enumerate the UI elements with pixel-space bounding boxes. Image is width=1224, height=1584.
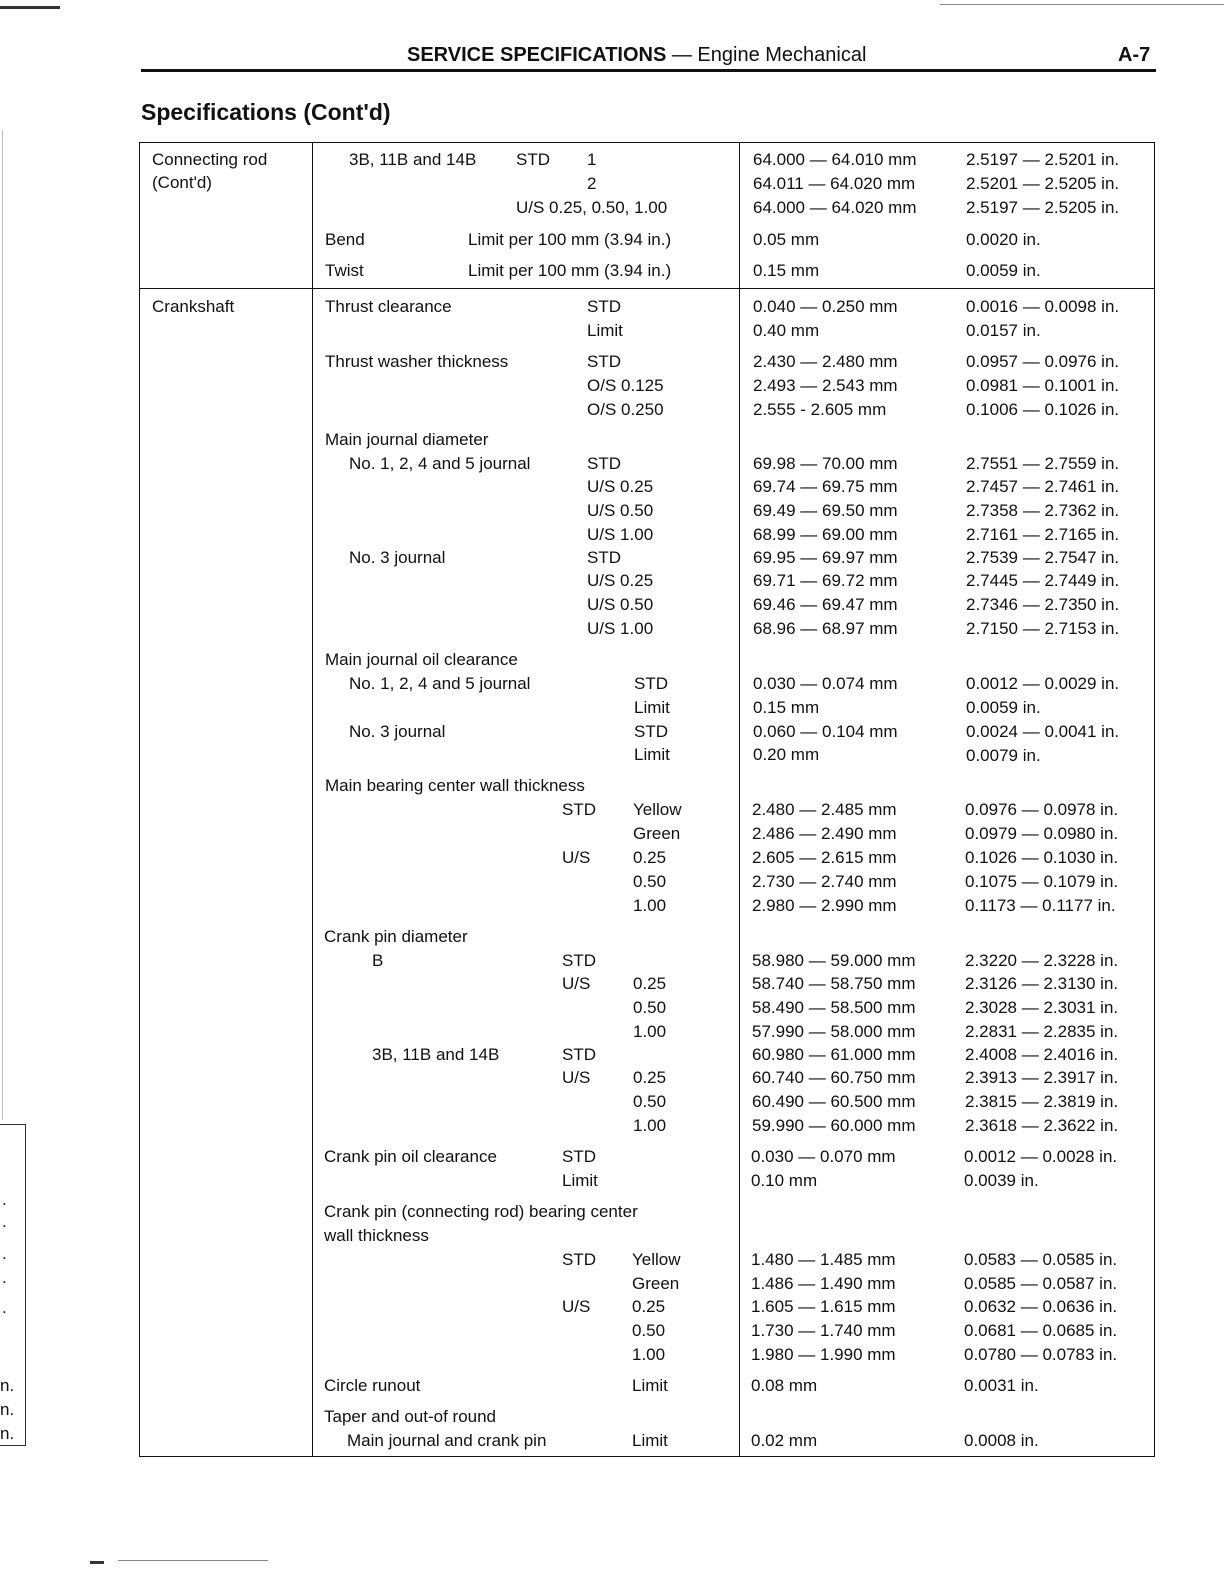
- condition-std: STD: [562, 1250, 596, 1269]
- value-in: 0.0079 in.: [966, 746, 1041, 765]
- value-in: 2.3028 — 2.3031 in.: [965, 998, 1119, 1017]
- condition-us: U/S: [562, 848, 591, 867]
- condition: 0.50: [632, 1321, 666, 1340]
- value-mm: 2.605 — 2.615 mm: [752, 848, 897, 867]
- condition: U/S 0.50: [587, 595, 654, 614]
- value-mm: 0.15 mm: [753, 698, 820, 717]
- condition: Yellow: [633, 800, 682, 819]
- value-in: 2.7539 — 2.7547 in.: [966, 548, 1120, 567]
- value-in: 2.3913 — 2.3917 in.: [965, 1068, 1119, 1087]
- value-in: 0.0008 in.: [964, 1431, 1039, 1450]
- table-row-divider: [139, 288, 1155, 289]
- value-mm: 0.02 mm: [751, 1431, 818, 1450]
- condition: 0.25: [633, 1068, 667, 1087]
- value-in: 0.0157 in.: [966, 321, 1041, 340]
- value-in: 2.5197 — 2.5201 in.: [966, 150, 1120, 169]
- value-in: 0.0632 — 0.0636 in.: [964, 1297, 1118, 1316]
- value-mm: 69.49 — 69.50 mm: [753, 501, 898, 520]
- value-in: 0.0059 in.: [966, 261, 1041, 280]
- condition: O/S 0.250: [587, 400, 664, 419]
- value-mm: 1.980 — 1.990 mm: [751, 1345, 896, 1364]
- condition: 0.25: [632, 1297, 666, 1316]
- condition-std: STD: [562, 800, 596, 819]
- value-mm: 64.000 — 64.010 mm: [753, 150, 917, 169]
- sub-label: Main journal and crank pin: [347, 1431, 547, 1450]
- value-in: 2.7358 — 2.7362 in.: [966, 501, 1120, 520]
- value-in: 0.0016 — 0.0098 in.: [966, 297, 1120, 316]
- value-in: 0.1075 — 0.1079 in.: [965, 872, 1119, 891]
- value-in: 0.0957 — 0.0976 in.: [966, 352, 1120, 371]
- value-mm: 2.980 — 2.990 mm: [752, 896, 897, 915]
- value-in: 0.1006 — 0.1026 in.: [966, 400, 1120, 419]
- value-mm: 58.490 — 58.500 mm: [752, 998, 916, 1017]
- value-mm: 69.46 — 69.47 mm: [753, 595, 898, 614]
- running-header: [407, 44, 866, 67]
- condition: O/S 0.125: [587, 376, 664, 395]
- condition: STD: [587, 548, 621, 567]
- value-in: 0.0024 — 0.0041 in.: [966, 722, 1120, 741]
- value-mm: 64.011 — 64.020 mm: [753, 174, 916, 193]
- value-in: 0.0981 — 0.1001 in.: [966, 376, 1120, 395]
- value-mm: 69.74 — 69.75 mm: [753, 477, 898, 496]
- value-in: 0.0583 — 0.0585 in.: [964, 1250, 1118, 1269]
- margin-glyph: n.: [0, 1376, 15, 1395]
- top-right-edge-line: [940, 4, 1224, 5]
- margin-glyph: .: [2, 1190, 7, 1209]
- condition: 0.50: [633, 872, 667, 891]
- value-in: 2.5201 — 2.5205 in.: [966, 174, 1120, 193]
- left-margin-bracket-top: [0, 1124, 26, 1125]
- value-in: 0.0012 — 0.0028 in.: [964, 1147, 1118, 1166]
- value-mm: 60.740 — 60.750 mm: [752, 1068, 916, 1087]
- condition: Limit: [634, 745, 670, 764]
- value-mm: 2.480 — 2.485 mm: [752, 800, 897, 819]
- value-mm: 2.555 - 2.605 mm: [753, 400, 887, 419]
- condition-us: U/S: [562, 1068, 591, 1087]
- value-in: 0.0976 — 0.0978 in.: [965, 800, 1119, 819]
- spec-label: Taper and out-of round: [324, 1407, 497, 1426]
- value-mm: 0.08 mm: [751, 1376, 818, 1395]
- condition: 1.00: [633, 896, 667, 915]
- page-title: Specifications (Cont'd): [141, 99, 391, 125]
- left-margin-bracket-side: [25, 1124, 26, 1446]
- condition: U/S 0.50: [587, 501, 654, 520]
- value-in: 0.1026 — 0.1030 in.: [965, 848, 1119, 867]
- sub-label: No. 3 journal: [349, 548, 446, 567]
- value-in: 2.3220 — 2.3228 in.: [965, 951, 1119, 970]
- table-col-divider-1: [312, 142, 313, 1457]
- engine-models: 3B, 11B and 14B: [349, 150, 477, 169]
- sub-label: No. 1, 2, 4 and 5 journal: [349, 454, 531, 473]
- group-title: (Cont'd): [152, 173, 212, 192]
- value-in: 2.7551 — 2.7559 in.: [966, 454, 1120, 473]
- condition: STD: [587, 454, 621, 473]
- spec-label: wall thickness: [324, 1226, 429, 1245]
- condition: U/S 0.25: [587, 477, 654, 496]
- condition: STD: [562, 1147, 596, 1166]
- value-in: 2.2831 — 2.2835 in.: [965, 1022, 1119, 1041]
- value-mm: 68.99 — 69.00 mm: [753, 525, 898, 544]
- margin-glyph: .: [2, 1212, 7, 1231]
- condition: U/S 1.00: [587, 525, 654, 544]
- condition: STD: [587, 297, 621, 316]
- value-in: 2.3815 — 2.3819 in.: [965, 1092, 1119, 1111]
- condition: Limit: [562, 1171, 598, 1190]
- value-mm: 1.730 — 1.740 mm: [751, 1321, 896, 1340]
- value-mm: 0.030 — 0.070 mm: [751, 1147, 896, 1166]
- condition-us: U/S: [562, 1297, 591, 1316]
- sub-label: 3B, 11B and 14B: [372, 1045, 500, 1064]
- value-mm: 57.990 — 58.000 mm: [752, 1022, 916, 1041]
- value-in: 2.7150 — 2.7153 in.: [966, 619, 1120, 638]
- condition: U/S 0.25: [587, 571, 654, 590]
- grade-label: 1: [587, 150, 597, 169]
- margin-glyph: .: [2, 1268, 7, 1287]
- value-mm: 0.060 — 0.104 mm: [753, 722, 898, 741]
- value-mm: 0.10 mm: [751, 1171, 818, 1190]
- value-mm: 60.980 — 61.000 mm: [752, 1045, 916, 1064]
- left-margin-line: [2, 130, 3, 1120]
- value-mm: 0.40 mm: [753, 321, 820, 340]
- group-title: Crankshaft: [152, 297, 235, 316]
- bottom-rule: [118, 1560, 268, 1561]
- value-mm: 2.730 — 2.740 mm: [752, 872, 897, 891]
- spec-label: Main journal oil clearance: [325, 650, 518, 669]
- spec-label: Bend: [325, 230, 365, 249]
- value-mm: 2.486 — 2.490 mm: [752, 824, 897, 843]
- value-in: 2.4008 — 2.4016 in.: [965, 1045, 1119, 1064]
- grade-label: 2: [587, 174, 597, 193]
- condition: Limit: [634, 698, 670, 717]
- value-mm: 0.15 mm: [753, 261, 820, 280]
- condition: 0.50: [633, 1092, 667, 1111]
- value-in: 2.3618 — 2.3622 in.: [965, 1116, 1119, 1135]
- condition: 0.50: [633, 998, 667, 1017]
- value-in: 0.0979 — 0.0980 in.: [965, 824, 1119, 843]
- value-in: 2.7457 — 2.7461 in.: [966, 477, 1120, 496]
- value-in: 2.7445 — 2.7449 in.: [966, 571, 1120, 590]
- condition-std: STD: [562, 1045, 596, 1064]
- condition: 1.00: [633, 1022, 667, 1041]
- value-mm: 2.430 — 2.480 mm: [753, 352, 898, 371]
- condition: Limit: [587, 321, 623, 340]
- condition: Green: [633, 824, 681, 843]
- group-title: Connecting rod: [152, 150, 268, 169]
- undersize-label: U/S 0.25, 0.50, 1.00: [516, 198, 668, 217]
- condition: 0.25: [633, 848, 667, 867]
- value-mm: 0.20 mm: [753, 745, 820, 764]
- value-mm: 58.980 — 59.000 mm: [752, 951, 916, 970]
- value-mm: 58.740 — 58.750 mm: [752, 974, 916, 993]
- spec-label: Thrust clearance: [325, 297, 452, 316]
- sub-label: B: [372, 951, 384, 970]
- value-in: 0.0020 in.: [966, 230, 1041, 249]
- value-mm: 1.605 — 1.615 mm: [751, 1297, 896, 1316]
- page-number: A-7: [1118, 44, 1151, 66]
- header-rule: [141, 69, 1156, 72]
- left-margin-bracket-bottom: [0, 1445, 26, 1446]
- condition: Limit per 100 mm (3.94 in.): [468, 261, 672, 280]
- value-in: 0.0012 — 0.0029 in.: [966, 674, 1120, 693]
- condition: 0.25: [633, 974, 667, 993]
- margin-glyph: .: [2, 1298, 7, 1317]
- sub-label: No. 1, 2, 4 and 5 journal: [349, 674, 531, 693]
- value-mm: 2.493 — 2.543 mm: [753, 376, 898, 395]
- value-mm: 0.030 — 0.074 mm: [753, 674, 898, 693]
- margin-glyph: n.: [0, 1424, 15, 1443]
- margin-glyph: n.: [0, 1400, 15, 1419]
- value-mm: 69.98 — 70.00 mm: [753, 454, 898, 473]
- value-in: 2.7346 — 2.7350 in.: [966, 595, 1120, 614]
- condition-std: STD: [562, 951, 596, 970]
- value-in: 0.0039 in.: [964, 1171, 1039, 1190]
- value-mm: 69.95 — 69.97 mm: [753, 548, 898, 567]
- condition: Limit: [632, 1376, 668, 1395]
- condition: Yellow: [632, 1250, 681, 1269]
- spec-label: Main bearing center wall thickness: [325, 776, 585, 795]
- top-left-corner-mark: [0, 6, 60, 9]
- condition: Limit: [632, 1431, 668, 1450]
- value-in: 0.0059 in.: [966, 698, 1041, 717]
- value-in: 2.3126 — 2.3130 in.: [965, 974, 1119, 993]
- table-col-divider-2: [739, 142, 740, 1457]
- spec-label: Crank pin (connecting rod) bearing center: [324, 1202, 638, 1221]
- condition: Green: [632, 1274, 680, 1293]
- spec-label: Crank pin diameter: [324, 927, 468, 946]
- bottom-left-mark: [90, 1561, 104, 1564]
- margin-glyph: .: [2, 1244, 7, 1263]
- condition: 1.00: [633, 1116, 667, 1135]
- condition-std: STD: [516, 150, 550, 169]
- spec-label: Main journal diameter: [325, 430, 489, 449]
- value-mm: 69.71 — 69.72 mm: [753, 571, 898, 590]
- value-mm: 1.480 — 1.485 mm: [751, 1250, 896, 1269]
- value-mm: 0.040 — 0.250 mm: [753, 297, 898, 316]
- value-in: 0.0780 — 0.0783 in.: [964, 1345, 1118, 1364]
- value-in: 0.0585 — 0.0587 in.: [964, 1274, 1118, 1293]
- condition: STD: [587, 352, 621, 371]
- condition: Limit per 100 mm (3.94 in.): [468, 230, 672, 249]
- value-mm: 59.990 — 60.000 mm: [752, 1116, 916, 1135]
- value-in: 0.1173 — 0.1177 in.: [965, 896, 1116, 915]
- value-in: 0.0031 in.: [964, 1376, 1039, 1395]
- value-mm: 0.05 mm: [753, 230, 820, 249]
- condition: STD: [634, 674, 668, 693]
- value-mm: 60.490 — 60.500 mm: [752, 1092, 916, 1111]
- value-in: 2.5197 — 2.5205 in.: [966, 198, 1120, 217]
- value-mm: 1.486 — 1.490 mm: [751, 1274, 896, 1293]
- condition: STD: [634, 722, 668, 741]
- value-mm: 64.000 — 64.020 mm: [753, 198, 917, 217]
- value-in: 2.7161 — 2.7165 in.: [966, 525, 1120, 544]
- value-in: 0.0681 — 0.0685 in.: [964, 1321, 1118, 1340]
- header-section-rest: — Engine Mechanical: [666, 44, 867, 66]
- condition: U/S 1.00: [587, 619, 654, 638]
- value-mm: 68.96 — 68.97 mm: [753, 619, 898, 638]
- spec-label: Twist: [325, 261, 364, 280]
- header-section-bold: SERVICE SPECIFICATIONS: [407, 44, 667, 66]
- spec-label: Crank pin oil clearance: [324, 1147, 497, 1166]
- spec-label: Circle runout: [324, 1376, 421, 1395]
- spec-label: Thrust washer thickness: [325, 352, 509, 371]
- sub-label: No. 3 journal: [349, 722, 446, 741]
- condition-us: U/S: [562, 974, 591, 993]
- condition: 1.00: [632, 1345, 666, 1364]
